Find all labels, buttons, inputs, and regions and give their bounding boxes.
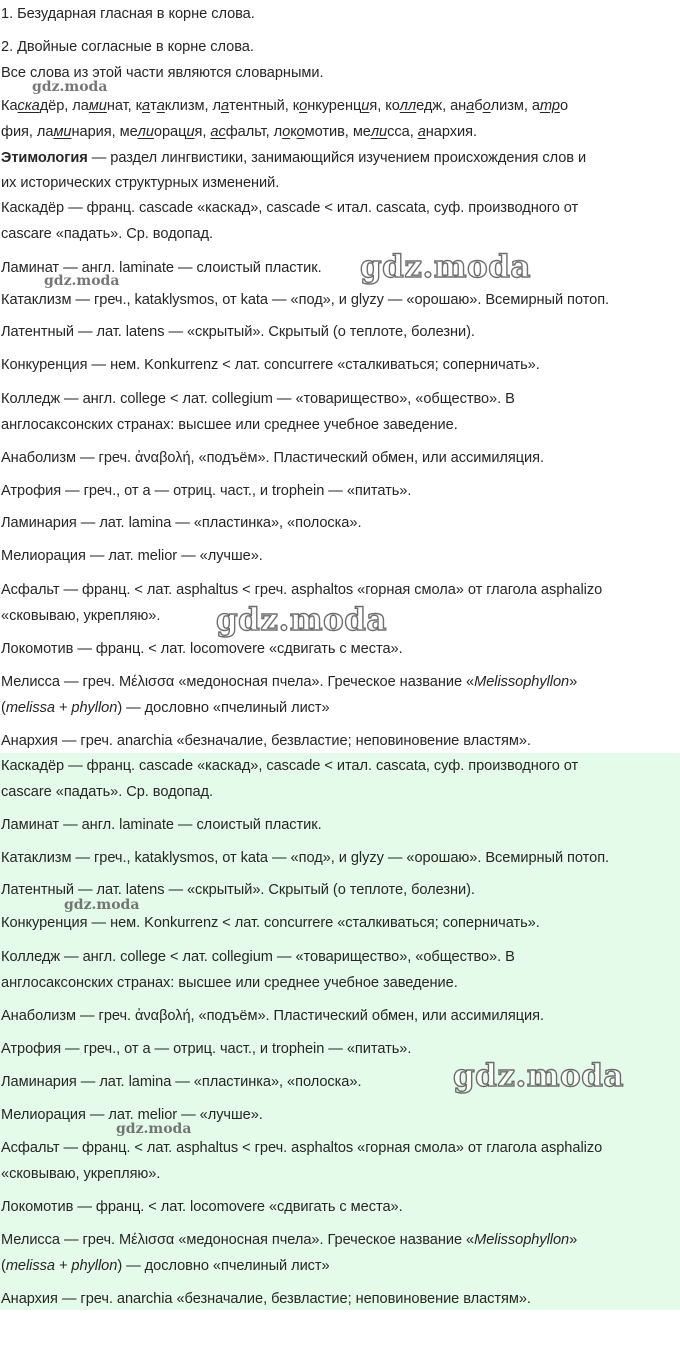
entry-line: Мелисса — греч. Μέλισσα «медоносная пчела». Греческое название «Melissophyllon» bbox=[1, 1232, 578, 1248]
point-1: 1. Безударная гласная в корне слова. bbox=[1, 6, 255, 22]
entry-line: Локомотив — франц. < лат. locomovere «сдвигать с места». bbox=[1, 1199, 403, 1215]
entry-line: Ламинат — англ. laminate — слоистый пластик. bbox=[1, 260, 322, 276]
watermark: gdz.moda bbox=[453, 1058, 624, 1094]
entry-line: Ламинария — лат. lamina — «пластинка», «полоска». bbox=[1, 1074, 362, 1090]
entry-line: Мелиорация — лат. melior — «лучше». bbox=[1, 1107, 263, 1123]
entry-line: Катаклизм — греч., kataklysmos, от kata — «под», и glyzy — «орошаю». Всемирный потоп. bbox=[1, 850, 610, 866]
watermark: gdz.moda bbox=[32, 79, 108, 95]
word-list-line-1: Каскадёр, ламинат, катаклизм, латентный, конкуренция, колледж, анаболизм, атро bbox=[1, 98, 569, 114]
entry-line: Катаклизм — греч., kataklysmos, от kata — «под», и glyzy — «орошаю». Всемирный потоп. bbox=[1, 292, 610, 308]
word-list-line-2: фия, ламинария, мелиорация, асфальт, локомотив, мелисса, анархия. bbox=[1, 124, 477, 140]
entry-line: Ламинат — англ. laminate — слоистый пластик. bbox=[1, 817, 322, 833]
entry-line: англосаксонских странах: высшее или среднее учебное заведение. bbox=[1, 417, 458, 433]
entry-line: «сковываю, укрепляю». bbox=[1, 1166, 161, 1182]
entry-line: Локомотив — франц. < лат. locomovere «сдвигать с места». bbox=[1, 641, 403, 657]
entry-line: Конкуренция — нем. Konkurrenz < лат. concurrere «сталкиваться; соперничать». bbox=[1, 357, 540, 373]
entry-line: cascare «падать». Ср. водопад. bbox=[1, 784, 213, 800]
entry-line: (melissa + phyllon) — дословно «пчелиный лист» bbox=[1, 700, 330, 716]
entry-line: Колледж — англ. college < лат. collegium — «товарищество», «общество». В bbox=[1, 949, 515, 965]
etymology-definition-2: их исторических структурных изменений. bbox=[1, 175, 280, 191]
watermark: gdz.moda bbox=[216, 602, 387, 638]
entry-line: Асфальт — франц. < лат. asphaltus < греч. asphaltos «горная смола» от глагола asphalizo bbox=[1, 582, 603, 598]
watermark: gdz.moda bbox=[116, 1121, 192, 1137]
watermark: gdz.moda bbox=[44, 273, 120, 289]
entry-line: Атрофия — греч., от а — отриц. част., и trophein — «питать». bbox=[1, 1041, 412, 1057]
point-2: 2. Двойные согласные в корне слова. bbox=[1, 39, 254, 55]
entry-line: «сковываю, укрепляю». bbox=[1, 608, 161, 624]
entry-line: Каскадёр — франц. cascade «каскад», cascade < итал. cascata, суф. производного от bbox=[1, 200, 579, 216]
entry-line: Каскадёр — франц. cascade «каскад», cascade < итал. cascata, суф. производного от bbox=[1, 758, 579, 774]
entry-line: Конкуренция — нем. Konkurrenz < лат. concurrere «сталкиваться; соперничать». bbox=[1, 915, 540, 931]
entry-line: Анархия — греч. anarchia «безначалие, безвластие; неповиновение властям». bbox=[1, 1291, 531, 1307]
entry-line: Анаболизм — греч. ἀναβολή, «подъём». Пластический обмен, или ассимиляция. bbox=[1, 1008, 545, 1024]
entry-line: Латентный — лат. latens — «скрытый». Скрытый (о теплоте, болезни). bbox=[1, 324, 475, 340]
entry-line: Атрофия — греч., от а — отриц. част., и trophein — «питать». bbox=[1, 483, 412, 499]
entry-line: Ламинария — лат. lamina — «пластинка», «полоска». bbox=[1, 515, 362, 531]
entry-line: cascare «падать». Ср. водопад. bbox=[1, 226, 213, 242]
entry-line: Анаболизм — греч. ἀναβολή, «подъём». Пластический обмен, или ассимиляция. bbox=[1, 450, 545, 466]
highlighted-block bbox=[0, 753, 680, 1310]
watermark: gdz.moda bbox=[360, 249, 531, 285]
entry-line: Латентный — лат. latens — «скрытый». Скрытый (о теплоте, болезни). bbox=[1, 882, 475, 898]
dictionary-note: Все слова из этой части являются словарными. bbox=[1, 65, 324, 81]
etymology-definition-1: Этимология — раздел лингвистики, занимающийся изучением происхождения слов и bbox=[1, 150, 587, 166]
entry-line: (melissa + phyllon) — дословно «пчелиный лист» bbox=[1, 1258, 330, 1274]
entry-line: англосаксонских странах: высшее или среднее учебное заведение. bbox=[1, 975, 458, 991]
entry-line: Асфальт — франц. < лат. asphaltus < греч. asphaltos «горная смола» от глагола asphalizo bbox=[1, 1140, 603, 1156]
entry-line: Мелисса — греч. Μέλισσα «медоносная пчела». Греческое название «Melissophyllon» bbox=[1, 674, 578, 690]
entry-line: Мелиорация — лат. melior — «лучше». bbox=[1, 548, 263, 564]
entry-line: Анархия — греч. anarchia «безначалие, безвластие; неповиновение властям». bbox=[1, 733, 531, 749]
entry-line: Колледж — англ. college < лат. collegium — «товарищество», «общество». В bbox=[1, 391, 515, 407]
watermark: gdz.moda bbox=[64, 897, 140, 913]
etymology-heading: Этимология bbox=[1, 150, 88, 166]
